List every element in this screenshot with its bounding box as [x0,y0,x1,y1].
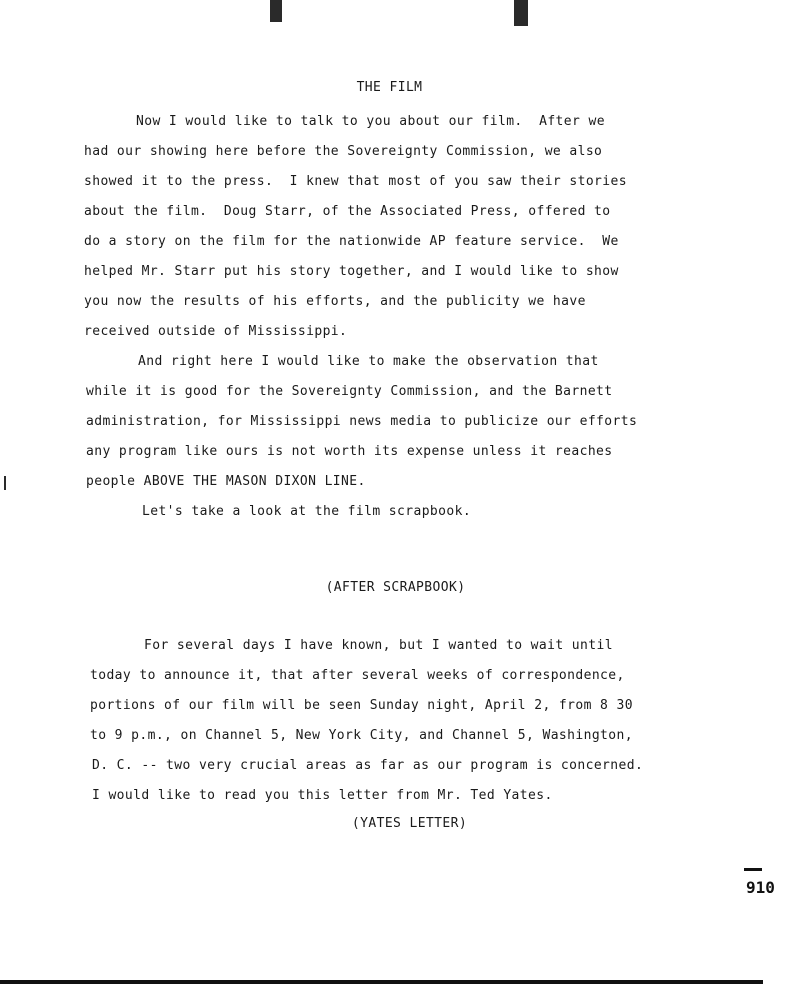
paragraph1-line: you now the results of his efforts, and the publicity we have [84,294,586,309]
page-number: 910 [746,878,775,897]
paragraph4-line: I would like to read you this letter from Mr. Ted Yates. [92,788,553,803]
paragraph1-line: Now I would like to talk to you about our film. After we [136,114,605,129]
paragraph4-line: D. C. -- two very crucial areas as far as our program is concerned. [92,758,644,773]
paragraph2-line: And right here I would like to make the observation that [138,354,599,369]
paragraph2-line: people ABOVE THE MASON DIXON LINE. [86,474,366,489]
scan-artifact [270,0,282,22]
paragraph1-line: helped Mr. Starr put his story together, and I would like to show [84,264,619,279]
paragraph4-line: today to announce it, that after several weeks of correspondence, [90,668,625,683]
paragraph1-line: received outside of Mississippi. [84,324,348,339]
scan-artifact [4,476,6,490]
paragraph4-line: to 9 p.m., on Channel 5, New York City, and Channel 5, Washington, [90,728,633,743]
paragraph4-line: portions of our film will be seen Sunday night, April 2, from 8 30 [90,698,633,713]
scan-artifact [514,0,528,26]
bottom-edge [0,980,763,984]
stage-direction: (YATES LETTER) [351,816,468,831]
paragraph2-line: while it is good for the Sovereignty Commission, and the Barnett [86,384,613,399]
paragraph1-line: showed it to the press. I knew that most of you saw their stories [84,174,627,189]
paragraph1-line: do a story on the film for the nationwide AP feature service. We [84,234,619,249]
document-heading: THE FILM [356,80,423,95]
paragraph2-line: any program like ours is not worth its expense unless it reaches [86,444,613,459]
paragraph2-line: administration, for Mississippi news media to publicize our efforts [86,414,638,429]
paragraph3-line: Let's take a look at the film scrapbook. [142,504,472,519]
margin-mark [744,868,762,871]
paragraph1-line: about the film. Doug Starr, of the Associated Press, offered to [84,204,611,219]
paragraph4-line: For several days I have known, but I wanted to wait until [144,638,613,653]
stage-direction: (AFTER SCRAPBOOK) [325,580,466,595]
paragraph1-line: had our showing here before the Sovereignty Commission, we also [84,144,603,159]
